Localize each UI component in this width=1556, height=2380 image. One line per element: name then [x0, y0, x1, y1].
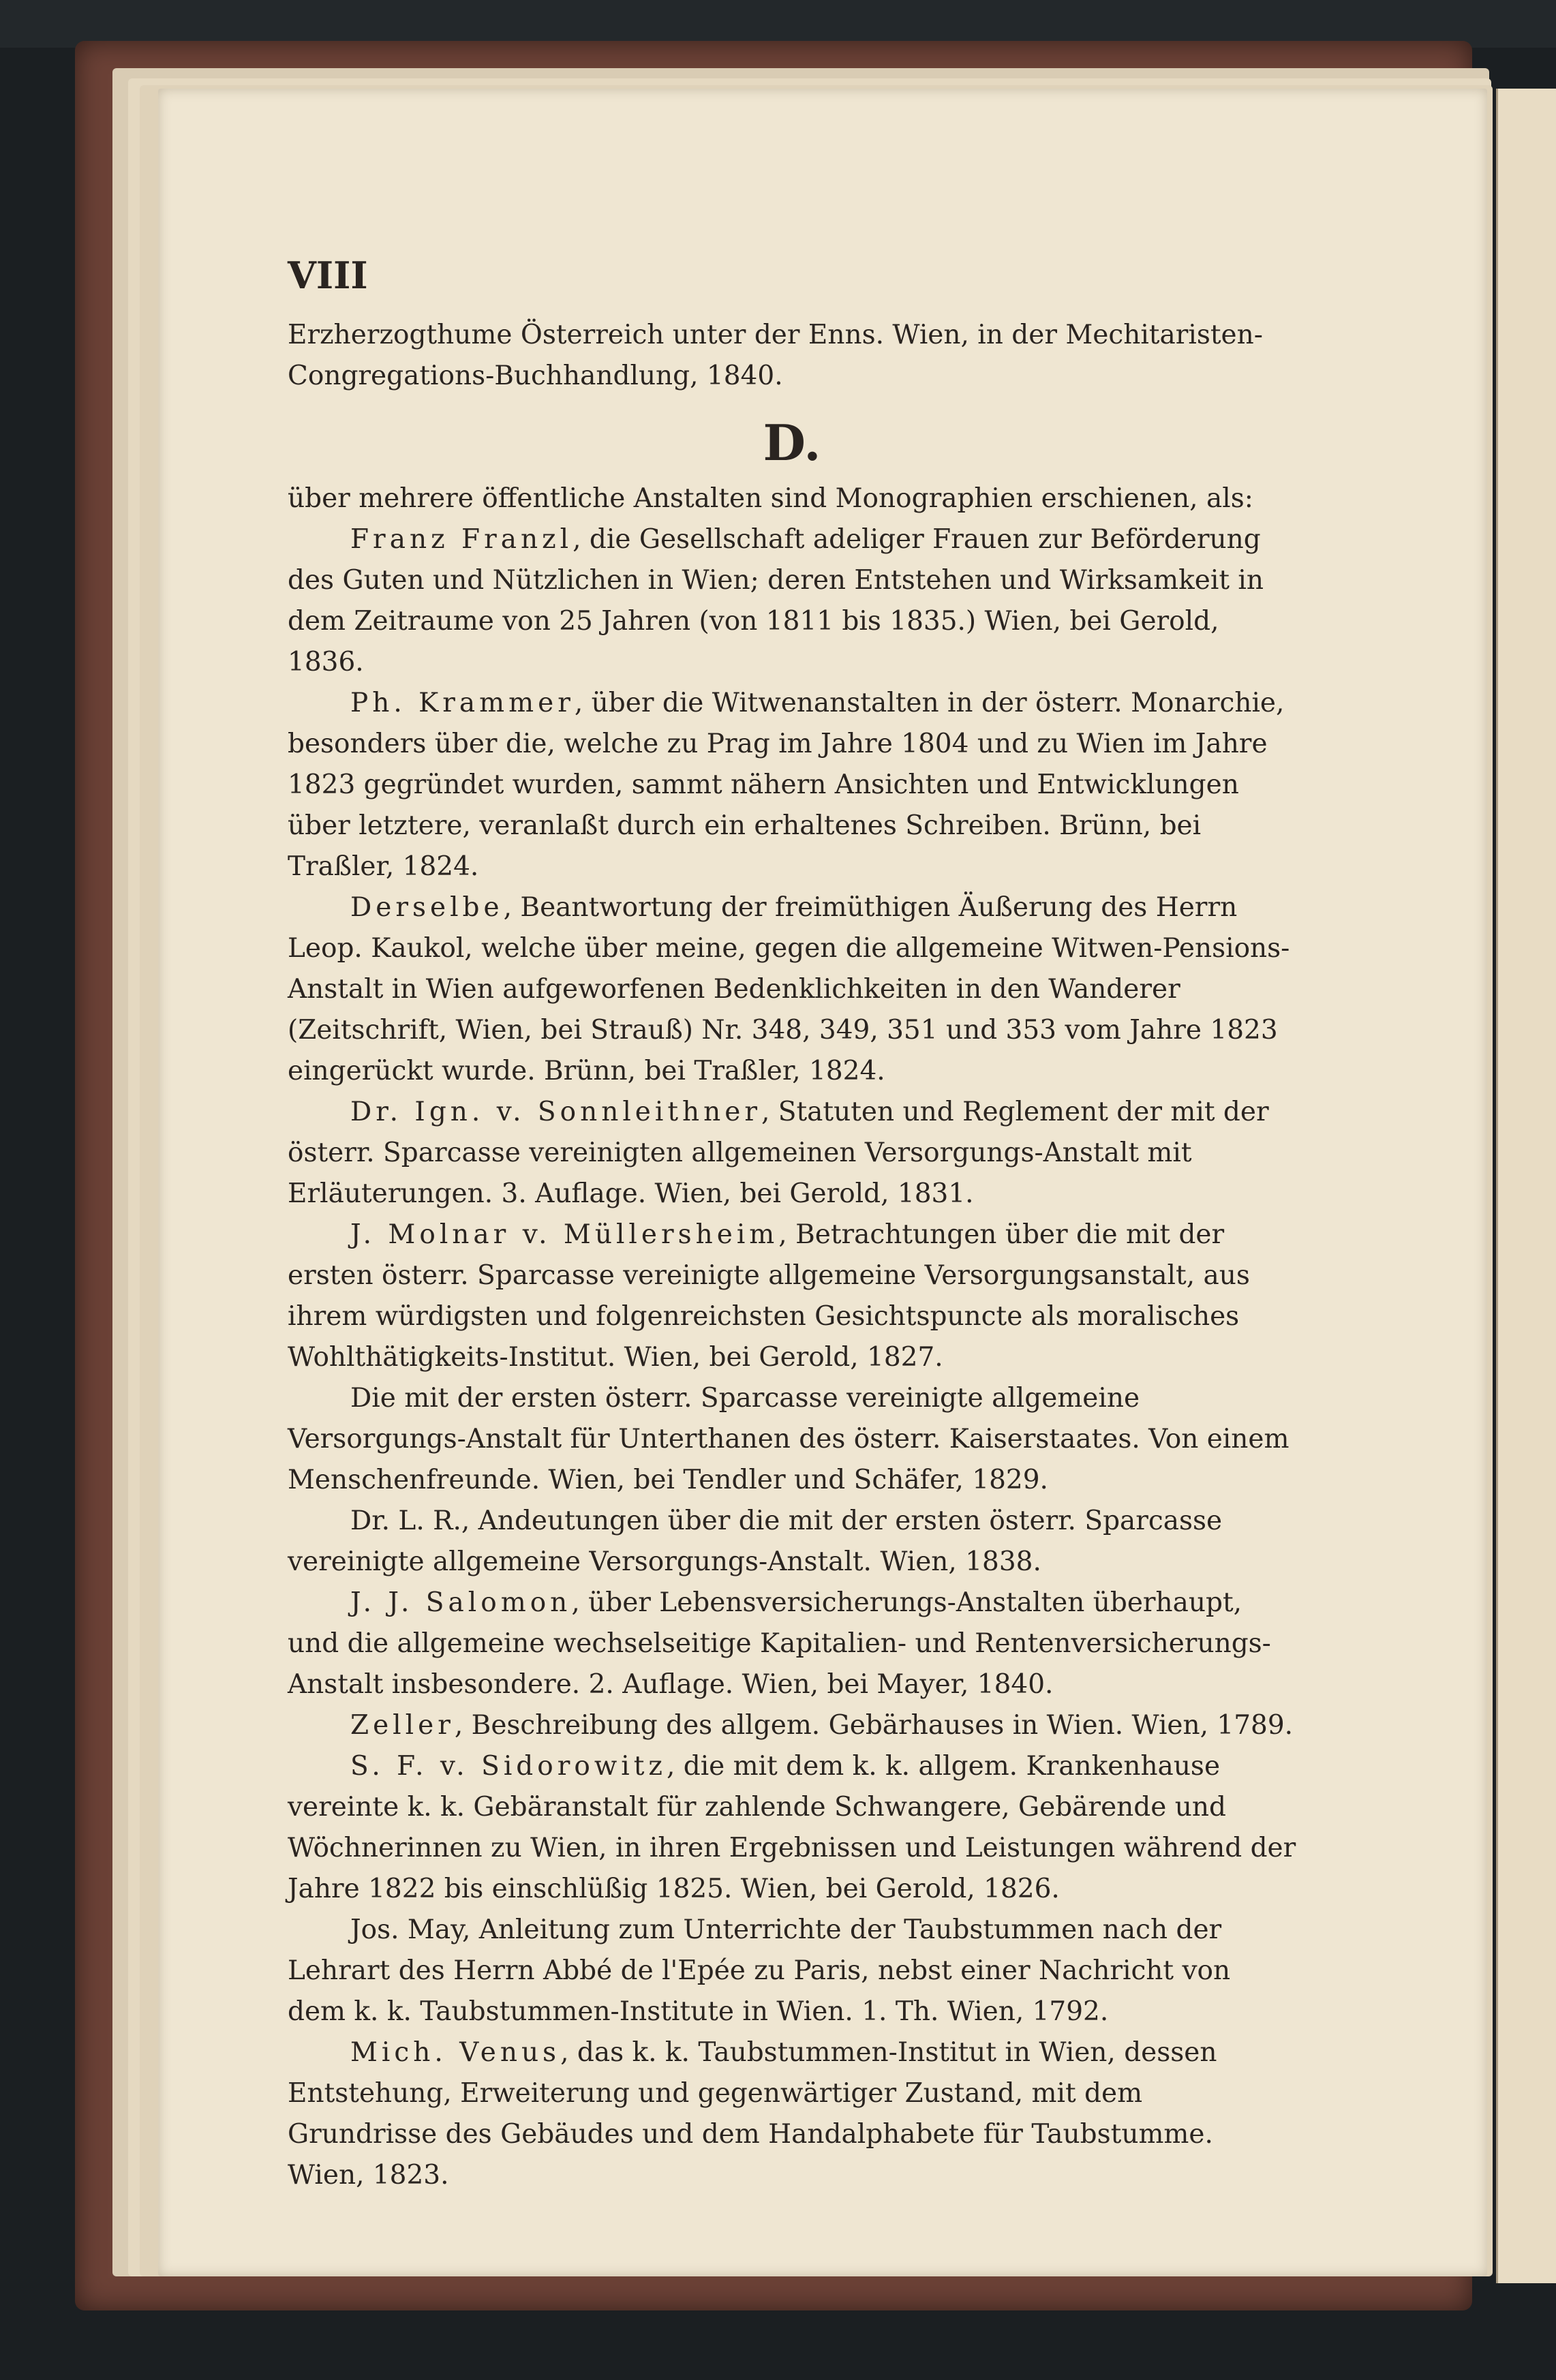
bibliography-entry	[288, 1746, 1296, 1910]
entry-text: Jos. May, Anleitung zum Unterrichte der Taubstummen nach der Lehrart des Herrn Abbé de l'Epée zu Paris, nebst einer Nachricht von dem k. k. Taubstummen-Institute in Wien. 1. Th. Wien, 1792.	[288, 1914, 1231, 2027]
entry-author: J. Molnar v. Müllersheim	[350, 1219, 779, 1250]
entry-text: , Betrachtungen über die mit der ersten österr. Sparcasse vereinigte allgemeine Versorgungsanstalt, aus ihrem würdigsten und folgenreichsten Gesichtspuncte als moralisches Wohlthätigkeits-Institut. Wien, bei Gerold, 1827.	[288, 1219, 1250, 1373]
bibliography-entry	[288, 1378, 1296, 1501]
entry-author: S. F. v. Sidorowitz	[350, 1751, 667, 1782]
bibliography-entry	[288, 1215, 1296, 1378]
entry-author: J. J. Salomon	[350, 1587, 572, 1618]
bibliography-entry	[288, 887, 1296, 1092]
intro-paragraph: Erzherzogthume Österreich unter der Enns. Wien, in der Mechitaristen-Congregations-Buchhandlung, 1840.	[288, 320, 1263, 391]
page-number: VIII	[288, 254, 368, 297]
entry-author: Dr. Ign. v. Sonnleithner	[350, 1097, 761, 1127]
bibliography-entry	[288, 1705, 1296, 1746]
entry-author: Mich. Venus	[350, 2037, 561, 2068]
entry-text: , über Lebensversicherungs-Anstalten überhaupt, und die allgemeine wechselseitige Kapitalien- und Rentenversicherungs-Anstalt insbesondere. 2. Auflage. Wien, bei Mayer, 1840.	[288, 1587, 1271, 1700]
bibliography-entry	[288, 1501, 1296, 1583]
entry-author: Zeller	[350, 1710, 455, 1741]
section-heading: D.	[763, 414, 821, 472]
facing-page-edge	[1496, 89, 1556, 2283]
entry-text: , die mit dem k. k. allgem. Krankenhause vereinte k. k. Gebäranstalt für zahlende Schwangere, Gebärende und Wöchnerinnen zu Wien, in ihren Ergebnissen und Leistungen während der Jahre 1822 bis einschlüßig 1825. Wien, bei Gerold, 1826.	[288, 1751, 1296, 1904]
bibliography-entry	[288, 1910, 1296, 2032]
entry-text: Die mit der ersten österr. Sparcasse vereinigte allgemeine Versorgungs-Anstalt für Unterthanen des österr. Kaiserstaates. Von einem Menschenfreunde. Wien, bei Tendler und Schäfer, 1829.	[288, 1383, 1290, 1495]
bibliography-entry	[288, 683, 1296, 887]
bibliography-entry	[288, 519, 1296, 683]
page-text	[288, 315, 1296, 2196]
bibliography-entry	[288, 1583, 1296, 1705]
entry-text: , Beschreibung des allgem. Gebärhauses in Wien. Wien, 1789.	[454, 1710, 1294, 1741]
entry-text: , Statuten und Reglement der mit der österr. Sparcasse vereinigten allgemeinen Versorgungs-Anstalt mit Erläuterungen. 3. Auflage. Wien, bei Gerold, 1831.	[288, 1097, 1269, 1209]
entry-text: Dr. L. R., Andeutungen über die mit der ersten österr. Sparcasse vereinigte allgemeine Versorgungs-Anstalt. Wien, 1838.	[288, 1506, 1223, 1577]
entry-text: , Beantwortung der freimüthigen Äußerung des Herrn Leop. Kaukol, welche über meine, gegen die allgemeine Witwen-Pensions-Anstalt in Wien aufgeworfenen Bedenklichkeiten in den Wanderer (Zeitschrift, Wien, bei Strauß) Nr. 348, 349, 351 und 353 vom Jahre 1823 eingerückt wurde. Brünn, bei Traßler, 1824.	[288, 892, 1290, 1086]
section-intro: über mehrere öffentliche Anstalten sind Monographien erschienen, als:	[288, 483, 1253, 514]
entry-author: Franz Franzl	[350, 524, 573, 555]
entry-author: Ph. Krammer	[350, 688, 575, 718]
entry-text: , die Gesellschaft adeliger Frauen zur Beförderung des Guten und Nützlichen in Wien; deren Entstehen und Wirksamkeit in dem Zeitraume von 25 Jahren (von 1811 bis 1835.) Wien, bei Gerold, 1836.	[288, 524, 1264, 677]
bibliography-entry	[288, 2032, 1296, 2196]
entry-author: Derselbe	[350, 892, 504, 923]
entry-text: , über die Witwenanstalten in der österr. Monarchie, besonders über die, welche zu Prag im Jahre 1804 und zu Wien im Jahre 1823 gegründet wurden, sammt nähern Ansichten und Entwicklungen über letztere, veranlaßt durch ein erhaltenes Schreiben. Brünn, bei Traßler, 1824.	[288, 688, 1285, 882]
entry-text: , das k. k. Taubstummen-Institut in Wien, dessen Entstehung, Erweiterung und gegenwärtiger Zustand, mit dem Grundrisse des Gebäudes und dem Handalphabete für Taubstumme. Wien, 1823.	[288, 2037, 1217, 2191]
bibliography-entry	[288, 1092, 1296, 1215]
